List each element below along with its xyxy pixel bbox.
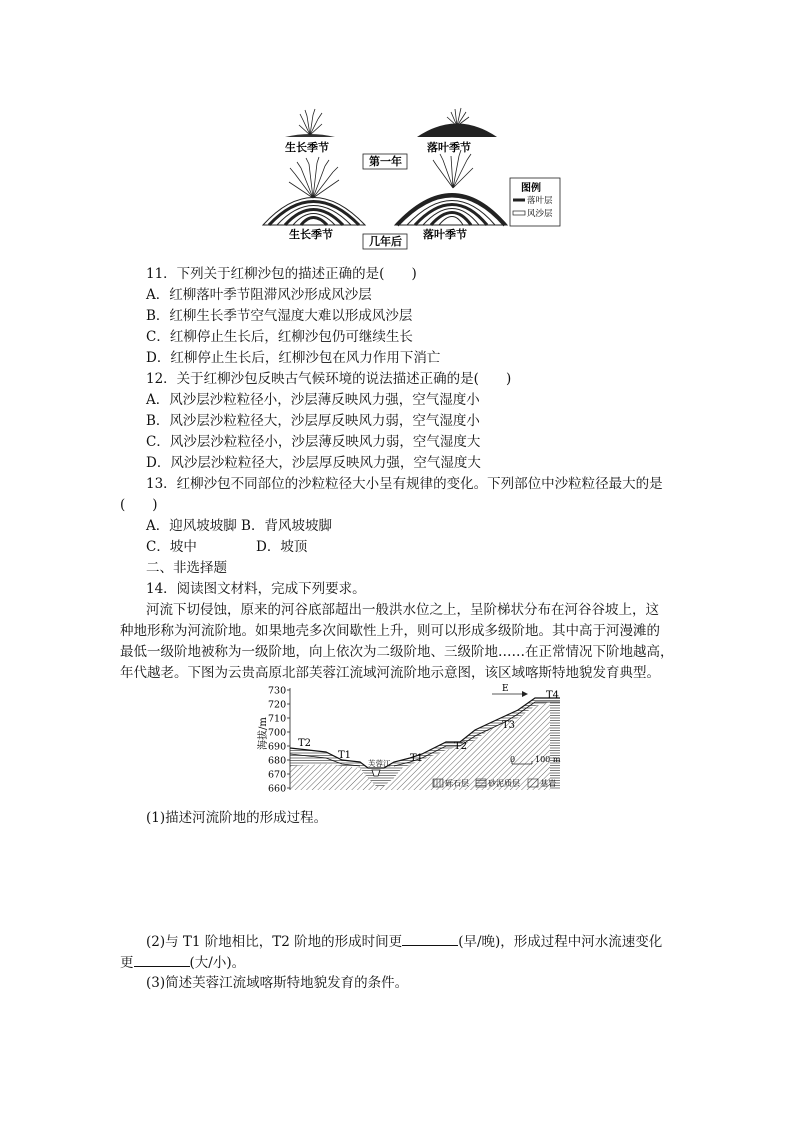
legend-bedrock: 基岩 <box>540 779 556 788</box>
terrace-label-t3: T3 <box>502 720 516 731</box>
q12-option-b: B．风沙层沙粒粒径大，沙层厚反映风力弱，空气湿度小 <box>146 413 480 429</box>
mound-year1-fall <box>417 108 497 137</box>
q14-sub2-line2 <box>120 952 245 973</box>
answer-blank-early-late[interactable] <box>402 931 458 946</box>
q13-stem-line1: 13．红柳沙包不同部位的沙粒粒径大小呈有规律的变化。下列部位中沙粒粒径最大的是 <box>146 476 663 492</box>
answer-blank-big-small[interactable] <box>134 952 190 967</box>
y-axis <box>268 686 290 795</box>
y-tick-label: 730 <box>268 685 287 697</box>
q14-stem: 14．阅读图文材料，完成下列要求。 <box>146 581 366 597</box>
q14-sub3: (3)简述芙蓉江流域喀斯特地貌发育的条件。 <box>146 975 409 991</box>
q11-option-c: C．红柳停止生长后，红柳沙包仍可继续生长 <box>146 329 413 345</box>
q13-options-ab: A．迎风坡坡脚 B．背风坡坡脚 <box>146 518 332 534</box>
figure1-legend <box>510 178 560 226</box>
legend-title: 图例 <box>521 183 541 194</box>
y-tick-label: 720 <box>268 699 287 711</box>
y-tick-label: 690 <box>268 741 287 753</box>
river-terrace-figure <box>250 682 570 794</box>
scale-label: 100 m <box>535 755 561 764</box>
terrace-label-t1-right: T1 <box>410 753 424 764</box>
q11-stem: 11．下列关于红柳沙包的描述正确的是( ) <box>146 266 417 282</box>
scale-zero: 0 <box>510 755 516 764</box>
legend-mud: 砂泥质层 <box>488 779 520 788</box>
label-grow-1: 生长季节 <box>285 141 329 154</box>
label-year1: 第一年 <box>369 155 402 168</box>
label-fall-1: 落叶季节 <box>427 141 471 154</box>
shrub-year1-growing <box>285 109 335 137</box>
label-fall-2: 落叶季节 <box>423 228 467 241</box>
q12-stem: 12．关于红柳沙包反映古气候环境的说法描述正确的是( ) <box>146 371 512 387</box>
red-willow-dune-figure <box>255 100 565 250</box>
y-tick-label: 680 <box>268 755 287 767</box>
q11-option-d: D．红柳停止生长后，红柳沙包在风力作用下消亡 <box>146 350 441 366</box>
y-tick-label: 700 <box>268 727 287 739</box>
q13-option-c: C．坡中 <box>146 539 197 555</box>
q13-option-d: D．坡顶 <box>256 539 308 555</box>
terrace-label-t2-left: T2 <box>298 738 312 749</box>
y-tick-label: 710 <box>268 713 287 725</box>
direction-arrow <box>492 691 528 697</box>
legend-item-sand: 风沙层 <box>527 209 553 219</box>
q14-sub1: (1)描述河流阶地的形成过程。 <box>146 810 328 826</box>
terrace-label-t4: T4 <box>546 690 560 701</box>
q14-sub2-part-d: (大/小)。 <box>189 955 246 971</box>
legend-swatch-sand <box>513 211 525 215</box>
dune-later-growing <box>263 157 365 225</box>
q14-sub2-line1 <box>146 931 662 952</box>
q13-stem-line2: ( ) <box>120 497 158 513</box>
q11-option-b: B．红柳生长季节空气湿度大难以形成风沙层 <box>146 308 413 324</box>
q14-para-line2: 种地形称为河流阶地。如果地壳多次间歇性上升，则可以形成多级阶地。其中高于河漫滩的 <box>120 623 660 639</box>
legend-gravel: 砾石层 <box>445 779 469 788</box>
q11-option-a: A．红柳落叶季节阻滞风沙形成风沙层 <box>146 287 372 303</box>
y-axis-label: 海拔/m <box>258 717 269 750</box>
q14-sub2-part-a: (2)与 T1 阶地相比，T2 阶地的形成时间更 <box>146 934 403 950</box>
q12-option-c: C．风沙层沙粒粒径小，沙层薄反映风力弱，空气湿度大 <box>146 434 481 450</box>
terrain-profile <box>290 698 560 790</box>
section-2-heading: 二、非选择题 <box>146 560 227 576</box>
dune-later-fall <box>395 150 507 225</box>
q14-sub2-part-b: (早/晚)，形成过程中河水流速变化 <box>458 934 663 950</box>
q14-para-line4: 年代越老。下图为云贵高原北部芙蓉江流域河流阶地示意图，该区域喀斯特地貌发育典型。 <box>120 665 660 681</box>
label-grow-2: 生长季节 <box>289 228 333 241</box>
q12-option-a: A．风沙层沙粒粒径小，沙层薄反映风力强，空气湿度小 <box>146 392 480 408</box>
q14-sub2-part-c: 更 <box>120 955 134 971</box>
y-tick-label: 660 <box>268 783 287 794</box>
direction-label: E <box>502 684 509 694</box>
river-label: 芙蓉江 <box>368 759 391 768</box>
terrace-label-t2-right: T2 <box>454 741 468 752</box>
q12-option-d: D．风沙层沙粒粒径大，沙层厚反映风力强，空气湿度大 <box>146 455 481 471</box>
q14-para-line1: 河流下切侵蚀，原来的河谷底部超出一般洪水位之上，呈阶梯状分布在河谷谷坡上，这 <box>146 602 659 618</box>
figure2-legend <box>433 778 556 788</box>
q14-para-line3: 最低一级阶地被称为一级阶地，向上依次为二级阶地、三级阶地……在正常情况下阶地越高， <box>120 644 674 660</box>
label-years-later: 几年后 <box>369 235 402 248</box>
terrace-label-t1-left: T1 <box>338 750 352 761</box>
legend-item-leaf: 落叶层 <box>527 196 553 206</box>
y-tick-label: 670 <box>268 769 287 781</box>
